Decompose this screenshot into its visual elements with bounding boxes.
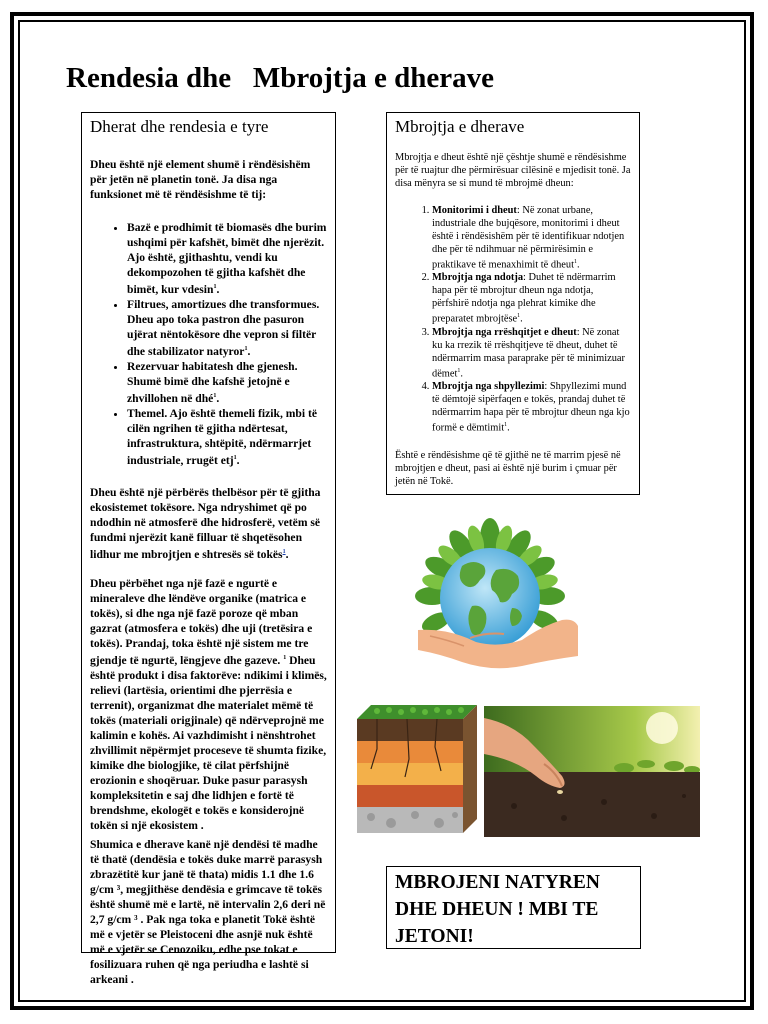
- paragraph-text: Dheu është një përbërës thelbësor për të gjitha ekosistemet tokësore. Nga ndryshimet që po ndodhin në atmosferë dhe hidrosferë, vetëm së fundmi njerëzit kanë filluar të shqetësohen lidhur me mbrojtjen e shtresës së tokës: [90, 486, 321, 562]
- item-term: Mbrojtja nga ndotja: [432, 272, 524, 284]
- soil-importance-box: [81, 112, 336, 987]
- globe-in-hand-image: [400, 510, 580, 675]
- list-item: • Themel. Ajo është themeli fizik, mbi të cilën ngrihen të gjitha ndërtesat, infrastruktura, shtëpitë, ndërmarrjet industriale, rrugët etj$^1$.: [127, 406, 327, 468]
- footnote-mark: 1: [233, 454, 237, 461]
- right-heading: Mbrojtja e dherave: [395, 117, 525, 136]
- left-intro: Dheu është një element shumë i rëndësishëm për jetën në planetin tonë. Ja disa nga funksionet më të rëndësishme të tij:: [90, 158, 311, 201]
- list-item: 3. Mbrojtja nga rrëshqitjet e dheut: Në zonat ku ka rrezik të rrëshqitjeve të dheut, duhet të ndërmarrim masa paraprake për të minimizuar dëmet$^1$.: [432, 326, 631, 380]
- item-term: Monitorimi i dheut: [432, 205, 517, 216]
- footnote-mark: 1: [504, 422, 508, 429]
- list-item: 1. Monitorimi i dheut: Në zonat urbane, industriale dhe bujqësore, monitorimi i dheut është i rëndësishëm për të identifikuar ndotjen dhe për të ndihmuar në përmirësimin e praktikave të menaxhimit të dheut$^1$.: [432, 204, 631, 271]
- list-item: 2. Mbrojtja nga ndotja: Duhet të ndërmarrim hapa për të mbrojtur dheun nga ndotja, përfshirë ndotja nga plehrat kimike dhe preparatet mbrojtëse$^1$.: [432, 271, 631, 325]
- list-item: • Bazë e prodhimit të biomasës dhe burim ushqimi për kafshët, bimët dhe njerëzit. Ajo është, gjithashtu, vendi ku dekompozohen të gjitha kafshët dhe bimët, kur vdesin$^1$.: [127, 220, 327, 297]
- soil-layers-image: [357, 705, 477, 833]
- footnote-mark: 1: [573, 259, 577, 265]
- list-item: 4. Mbrojtja nga shpyllezimi: Shpyllezimi mund të dëmtojë sipërfaqen e tokës, prandaj duhet të ndërmarrim hapa për të mbrojtur dheun nga kjo formë e dëmtimit$^1$.: [432, 380, 631, 434]
- soil-protection-box: [386, 112, 640, 495]
- left-paragraph-1: Dheu është një përbërës thelbësor për të gjitha ekosistemet tokësore. Nga ndryshimet që po ndodhin në atmosferë dhe hidrosferë, vetëm së fundmi njerëzit kanë filluar të shqetësohen lidhur me mbrojtjen e shtresës së tokës$^1$.: [90, 486, 321, 562]
- item-text: : Në zonat ku ka rrezik të rrëshqitjeve të dheut, duhet të ndërmarrim masa paraprake për të minimizuar dëmet: [432, 326, 626, 380]
- left-heading: Dherat dhe rendesia e tyre: [90, 117, 269, 136]
- item-text: : Duhet të ndërmarrim hapa për të mbrojtur dheun nga ndotja, përfshirë ndotja nga plehrat kimike dhe preparatet mbrojtëse: [432, 272, 616, 325]
- item-term: Mbrojtja nga shpyllezimi: [432, 381, 545, 393]
- left-paragraph-3: Shumica e dherave kanë një dendësi të madhe të thatë (dendësia e tokës duke marrë parasysh zbrazëtitë kur janë të thata) midis 1.1 dhe 1.6 g/cm ³, megjithëse dendësia e grimcave të tokës është shumë më e lartë, në intervalin 2,6 deri në 2,7 g/cm ³ . Pak nga toka e planetit Tokë është më e vjetër se Pleistoceni dhe asnjë nuk është më e vjetër se Cenozoiku, edhe pse tokat e fosilizuara ruhen që nga periudha e lashtë si arkeani .: [90, 838, 326, 987]
- item-term: Mbrojtja nga rrëshqitjet e dheut: [432, 326, 577, 338]
- list-item: • Filtrues, amortizues dhe transformues. Dheu apo toka pastron dhe pasuron ujërat nëntokësore dhe vepron si filtër dhe stabilizator natyror$^1$.: [127, 297, 327, 359]
- footnote-link[interactable]: 1: [282, 549, 286, 556]
- item-text: : Në zonat urbane, industriale dhe bujqësore, monitorimi i dheut është i rëndësishëm për të identifikuar ndotjen dhe për të ndihmuar në përmirësimin e praktikave të menaxhimit të dheut: [432, 205, 625, 271]
- list-item-text: Themel. Ajo është themeli fizik, mbi të cilën ngrihen të gjitha ndërtesat, infrastruktura, shtëpitë, ndërmarrjet industriale, rrugët etj: [127, 406, 317, 467]
- item-text: : Shpyllezimi mund të dëmtojë sipërfaqen e tokës, prandaj duhet të ndërmarrim hapa për të mbrojtur dheun nga kjo formë e dëmtimit: [432, 381, 630, 434]
- right-outro: Është e rëndësishme që të gjithë ne të marrim pjesë në mbrojtjen e dheut, pasi ai është një burim i çmuar për jetën në Tokë.: [395, 449, 621, 487]
- paragraph-text: Dheu përbëhet nga një fazë e ngurtë e mineraleve dhe lëndëve organike (matrica e tokës), si dhe nga një fazë poroze që mban gazrat (atmosfera e tokës) dhe uji (tretësira e tokës). Prandaj, toka është një sistem me tre gjendje të ngurtë, lëngjeve dhe gazeve.: [90, 577, 313, 668]
- list-item-text: Bazë e prodhimit të biomasës dhe burim ushqimi për kafshët, bimët dhe njerëzit. Ajo është, gjithashtu, vendi ku dekompozohen të gjitha kafshët dhe bimët, kur vdesin: [127, 221, 327, 296]
- paragraph-text: Dheu është produkt i disa faktorëve: ndikimi i klimës, relievi (lartësia, orientimi dhe pjerrësia e terrenit), organizmat dhe materialet mëmë të tokës (materiali origjinale) që ndërveprojnë me kalimin e kohës. Ai vazhdimisht i nënshtrohet zhvillimit nëpërmjet proceseve të shumta fizike, kimike dhe biologjike, të cilat përfshijnë erozionin e shoqëruar. Duke pasur parasysh kompleksitetin e saj dhe lidhjen e fortë të brendshme, ekologët e tokës e konsiderojnë tokën si një ekosistem .: [90, 654, 327, 833]
- list-item: • Rezervuar habitatesh dhe gjenesh. Shumë bimë dhe kafshë jetojnë e zhvillohen në dhé$^1$.: [127, 359, 327, 406]
- left-paragraph-2: [90, 576, 327, 833]
- protection-list: [395, 204, 631, 435]
- footnote-mark: 1: [213, 392, 217, 399]
- list-item-text: Rezervuar habitatesh dhe gjenesh. Shumë bimë dhe kafshë jetojnë e zhvillohen në dhé: [127, 359, 298, 405]
- functions-list: [90, 220, 327, 467]
- call-to-action-box: MBROJENI NATYREN DHE DHEUN ! MBI TE JETONI!: [386, 866, 641, 949]
- planting-seeds-photo: [484, 706, 700, 837]
- right-intro: Mbrojtja e dheut është një çështje shumë e rëndësishme për të ruajtur dhe përmirësuar cilësinë e mjedisit tonë. Ja disa mënyra se si mund të mbrojmë dheun:: [395, 152, 631, 189]
- footnote-mark: 1: [283, 655, 287, 662]
- page-title: Rendesia dhe Mbrojtja e dherave: [66, 62, 494, 94]
- footnote-mark: 1: [213, 284, 217, 290]
- footnote-mark: 1: [244, 345, 248, 352]
- list-item-text: Filtrues, amortizues dhe transformues. Dheu apo toka pastron dhe pasuron ujërat nëntokësore dhe vepron si filtër dhe stabilizator natyror: [127, 297, 320, 358]
- footnote-mark: 1: [457, 367, 461, 374]
- footnote-mark: 1: [517, 313, 521, 320]
